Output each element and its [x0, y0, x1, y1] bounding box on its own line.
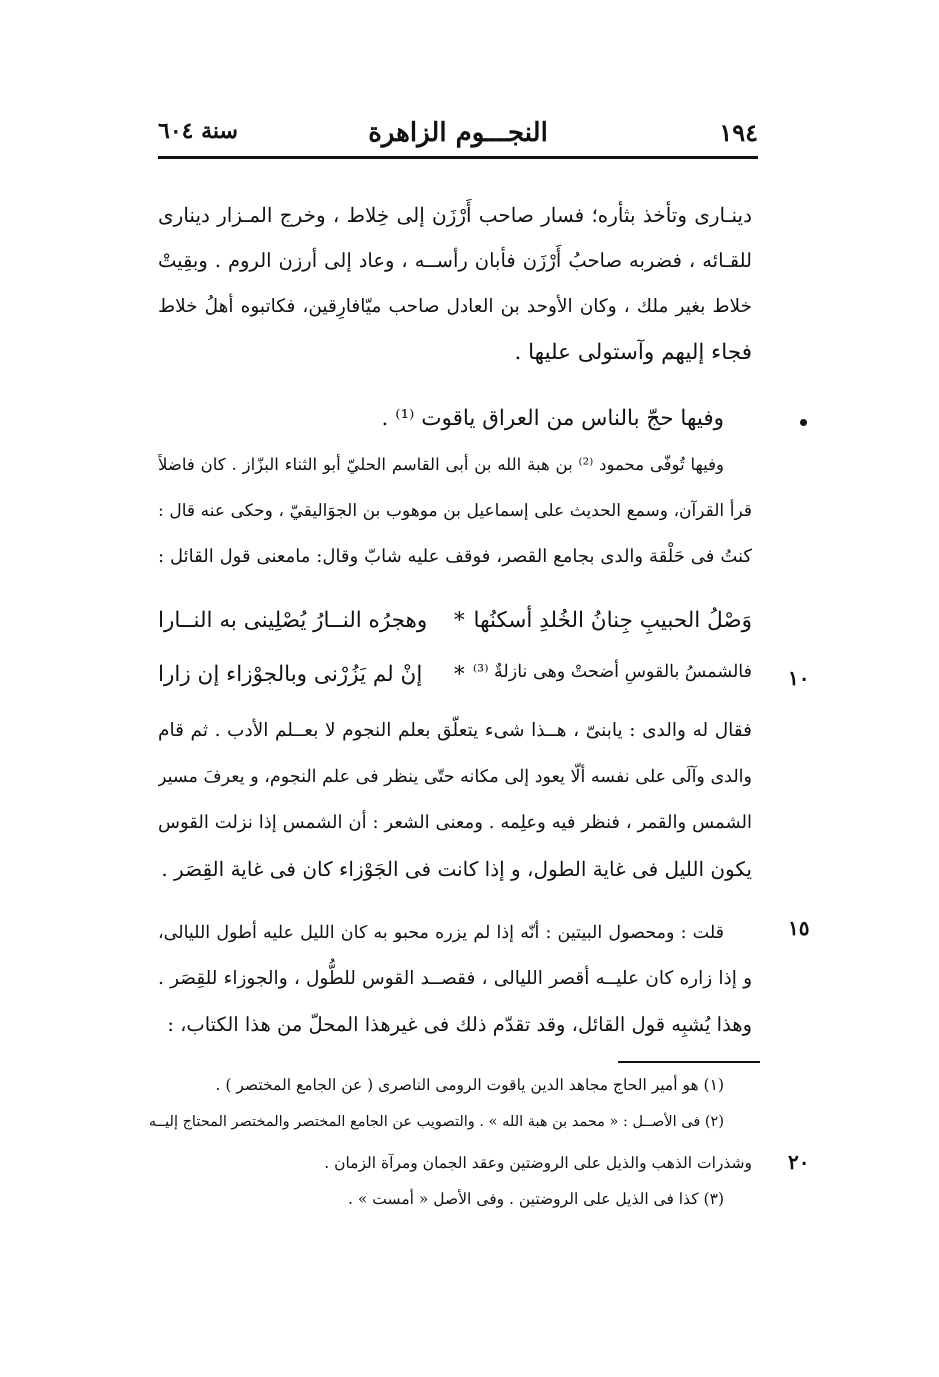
page-number: ١٩٤ [719, 118, 758, 147]
text-line: فقال له والدى : يابنىّ ، هــذا شىء يتعلّق بعلم النجوم لا بعــلم الأدب . ثم قام [158, 720, 752, 741]
paragraph-1 [158, 192, 752, 376]
text-line: و إذا زاره كان عليــه أقصر الليالى ، فقصــد القوس للطُّول ، والجوزاء للقِصَر . [158, 968, 752, 989]
paragraph-4 [158, 708, 752, 892]
footnote: (١) هو أمير الحاج مجاهد الدين ياقوت الرومى الناصرى ( عن الجامع المختصر ) . [215, 1076, 724, 1094]
paragraph-5 [158, 910, 752, 1048]
text-line: قلت : ومحصول البيتين : أنّه إذا لم يزره محبو به كان الليل عليه أطول الليالى، [158, 923, 724, 943]
verse-first-hemistich: وَصْلُ الحبيبِ جِنانُ الخُلدِ أسكنُها [473, 608, 752, 633]
text-line: قرأ القرآن، وسمع الحديث على إسماعيل بن موهوب بن الجوَاليقيّ ، وحكى عنه قال : [158, 501, 752, 521]
footnote: (٢) فى الأصــل : « محمد بن هبة الله » . والتصويب عن الجامع المختصر والمختصر المحتاج إليــه [148, 1114, 724, 1130]
verse-line [158, 662, 752, 708]
footnote: (٣) كذا فى الذيل على الروضتين . وفى الأصل « أمست » . [348, 1190, 724, 1208]
running-header [158, 118, 758, 158]
verse-separator: * [454, 662, 465, 687]
margin-line-number: ١٥ [788, 916, 810, 940]
verse-second-hemistich: وهجرُه النــارُ يُصْلِينى به النــارا [158, 608, 428, 633]
header-rule [158, 156, 758, 159]
text-line: وفيها حجّ بالناس من العراق ياقوت ⁽¹⁾ . [381, 406, 724, 431]
book-title: النجـــوم الزاهرة [368, 118, 548, 148]
footnote-continuation: وشذرات الذهب والذيل على الروضتين وعقد الجمان ومرآة الزمان . [324, 1154, 752, 1172]
verse-separator: * [454, 608, 465, 633]
footnote-rule [618, 1061, 760, 1063]
paragraph-3 [158, 442, 752, 580]
text-line: وهذا يُشبِه قول القائل، وقد تقدّم ذلك فى غيرهذا المحلّ من هذا الكتاب، : [167, 1013, 752, 1036]
margin-line-number: ٢٠ [788, 1150, 810, 1174]
year-label: سنة ٦٠٤ [158, 118, 238, 144]
verse-first-hemistich: فالشمسُ بالقوسِ أضحتْ وهى نازلةٌ ⁽³⁾ [472, 662, 752, 682]
line-marker-dot [800, 419, 807, 426]
text-line: يكون الليل فى غاية الطول، و إذا كانت فى الجَوْزاء كان فى غاية القِصَر . [161, 857, 752, 881]
text-line: الشمس والقمر ، فنظر فيه وعلِمه . ومعنى الشعر : أن الشمس إذا نزلت القوس [158, 812, 752, 833]
paragraph-2 [158, 396, 752, 442]
verse-second-hemistich: إنْ لم يَزُرْنى وبالجوْزاء إن زارا [158, 662, 423, 687]
text-line: للقـائه ، فضربه صاحبُ أَرْزَن فأبان رأســه ، وعاد إلى أرزن الروم . وبقِيتْ [158, 249, 752, 272]
text-line: وفيها تُوفّى محمود ⁽²⁾ بن هبة الله بن أبى القاسم الحليّ أبو الثناء البزّاز . كان فاضلاً [158, 455, 724, 474]
verse-line [158, 608, 752, 654]
margin-line-number: ١٠ [788, 666, 810, 690]
text-line: خلاط بغير ملك ، وكان الأوحد بن العادل صاحب ميّافارِقين، فكاتبوه أهلُ خلاط [158, 296, 752, 317]
text-line: والدى وآلَى على نفسه ألّا يعود إلى مكانه حتّى ينظر فى علم النجوم، و يعرفَ مسير [158, 767, 752, 787]
text-line: دينـارى وتأخذ بثأره؛ فسار صاحب أَرْزَن إلى خِلاط ، وخرج المـزار دينارى [158, 203, 752, 227]
text-line: كنتُ فى حَلْقة والدى بجامع القصر، فوقف عليه شابّ وقال: مامعنى قول القائل : [158, 546, 752, 567]
text-line: فجاء إليهم وآستولى عليها . [514, 340, 752, 365]
